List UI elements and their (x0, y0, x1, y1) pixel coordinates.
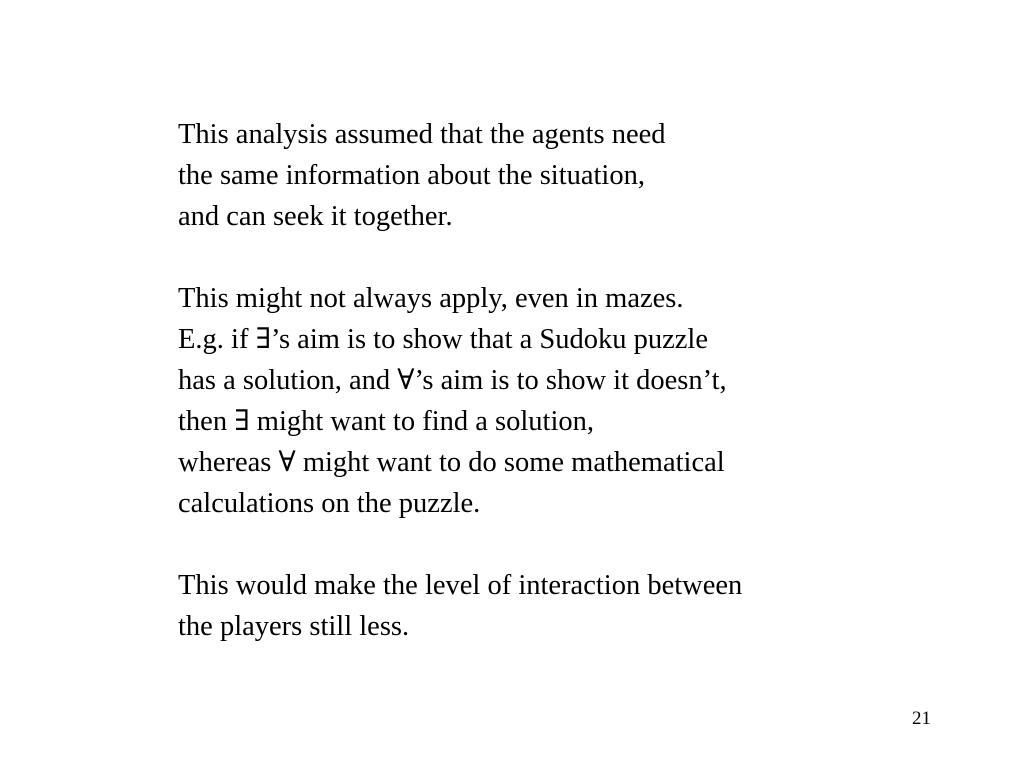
paragraph-example (178, 278, 998, 524)
paragraph-assumption (178, 114, 998, 237)
paragraph-spacer (178, 237, 998, 278)
text-line: This analysis assumed that the agents need (178, 119, 666, 150)
text-line: the same information about the situation, (178, 160, 645, 191)
text-line: This would make the level of interaction between (178, 570, 743, 601)
page-number: 21 (912, 708, 931, 729)
paragraph-spacer (178, 524, 998, 565)
text-line: the players still less. (178, 611, 410, 642)
text-line: whereas ∀ might want to do some mathematical (178, 447, 725, 478)
text-line: This might not always apply, even in mazes. (178, 283, 684, 314)
text-line: and can seek it together. (178, 201, 453, 232)
text-line: E.g. if ∃’s aim is to show that a Sudoku puzzle (178, 324, 708, 355)
text-line: then ∃ might want to find a solution, (178, 406, 595, 437)
text-line: calculations on the puzzle. (178, 488, 481, 519)
paragraph-conclusion (178, 565, 998, 647)
slide-body (178, 114, 998, 647)
text-line: has a solution, and ∀’s aim is to show it doesn’t, (178, 365, 727, 396)
